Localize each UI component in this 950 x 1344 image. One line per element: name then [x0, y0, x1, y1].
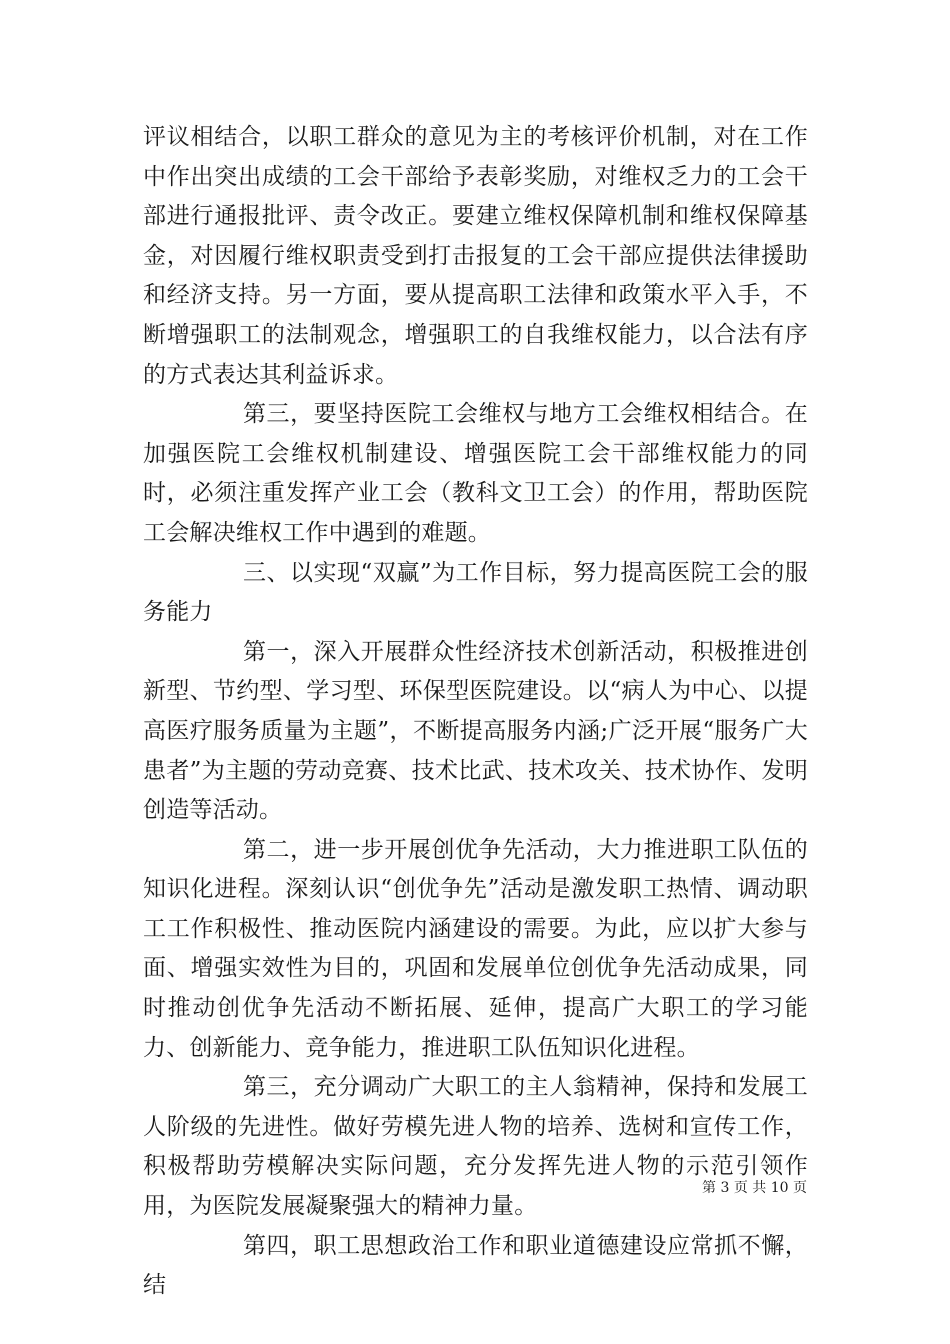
document-body [143, 118, 808, 1306]
page-number-footer: 第 3 页 共 10 页 [702, 1180, 807, 1196]
section-heading: 三、以实现“双赢”为工作目标，努力提高医院工会的服务能力 [143, 559, 808, 626]
paragraph-3: 第一，深入开展群众性经济技术创新活动，积极推进创新型、节约型、学习型、环保型医院建设。以“病人为中心、以提高医疗服务质量为主题”，不断提高服务内涵;广泛开展“服务广大患者”为主题的劳动竞赛、技术比武、技术攻关、技术协作、发明创造等活动。 [143, 638, 808, 824]
paragraph-6: 第四，职工思想政治工作和职业道德建设应常抓不懈，结 [143, 1232, 808, 1299]
paragraph-5: 第三，充分调动广大职工的主人翁精神，保持和发展工人阶级的先进性。做好劳模先进人物的培养、选树和宣传工作，积极帮助劳模解决实际问题，充分发挥先进人物的示范引领作用，为医院发展凝聚强大的精神力量。 [143, 1074, 808, 1220]
paragraph-2: 第三，要坚持医院工会维权与地方工会维权相结合。在加强医院工会维权机制建设、增强医院工会干部维权能力的同时，必须注重发挥产业工会（教科文卫工会）的作用，帮助医院工会解决维权工作中遇到的难题。 [143, 401, 808, 546]
paragraph-1: 评议相结合，以职工群众的意见为主的考核评价机制，对在工作中作出突出成绩的工会干部给予表彰奖励，对维权乏力的工会干部进行通报批评、责令改正。要建立维权保障机制和维权保障基金，对因履行维权职责受到打击报复的工会干部应提供法律援助和经济支持。另一方面，要从提高职工法律和政策水平入手，不断增强职工的法制观念，增强职工的自我维权能力，以合法有序的方式表达其利益诉求。 [143, 124, 808, 388]
paragraph-4: 第二，进一步开展创优争先活动，大力推进职工队伍的知识化进程。深刻认识“创优争先”活动是激发职工热情、调动职工工作积极性、推动医院内涵建设的需要。为此，应以扩大参与面、增强实效性为目的，巩固和发展单位创优争先活动成果，同时推动创优争先活动不断拓展、延伸，提高广大职工的学习能力、创新能力、竞争能力，推进职工队伍知识化进程。 [143, 836, 808, 1061]
